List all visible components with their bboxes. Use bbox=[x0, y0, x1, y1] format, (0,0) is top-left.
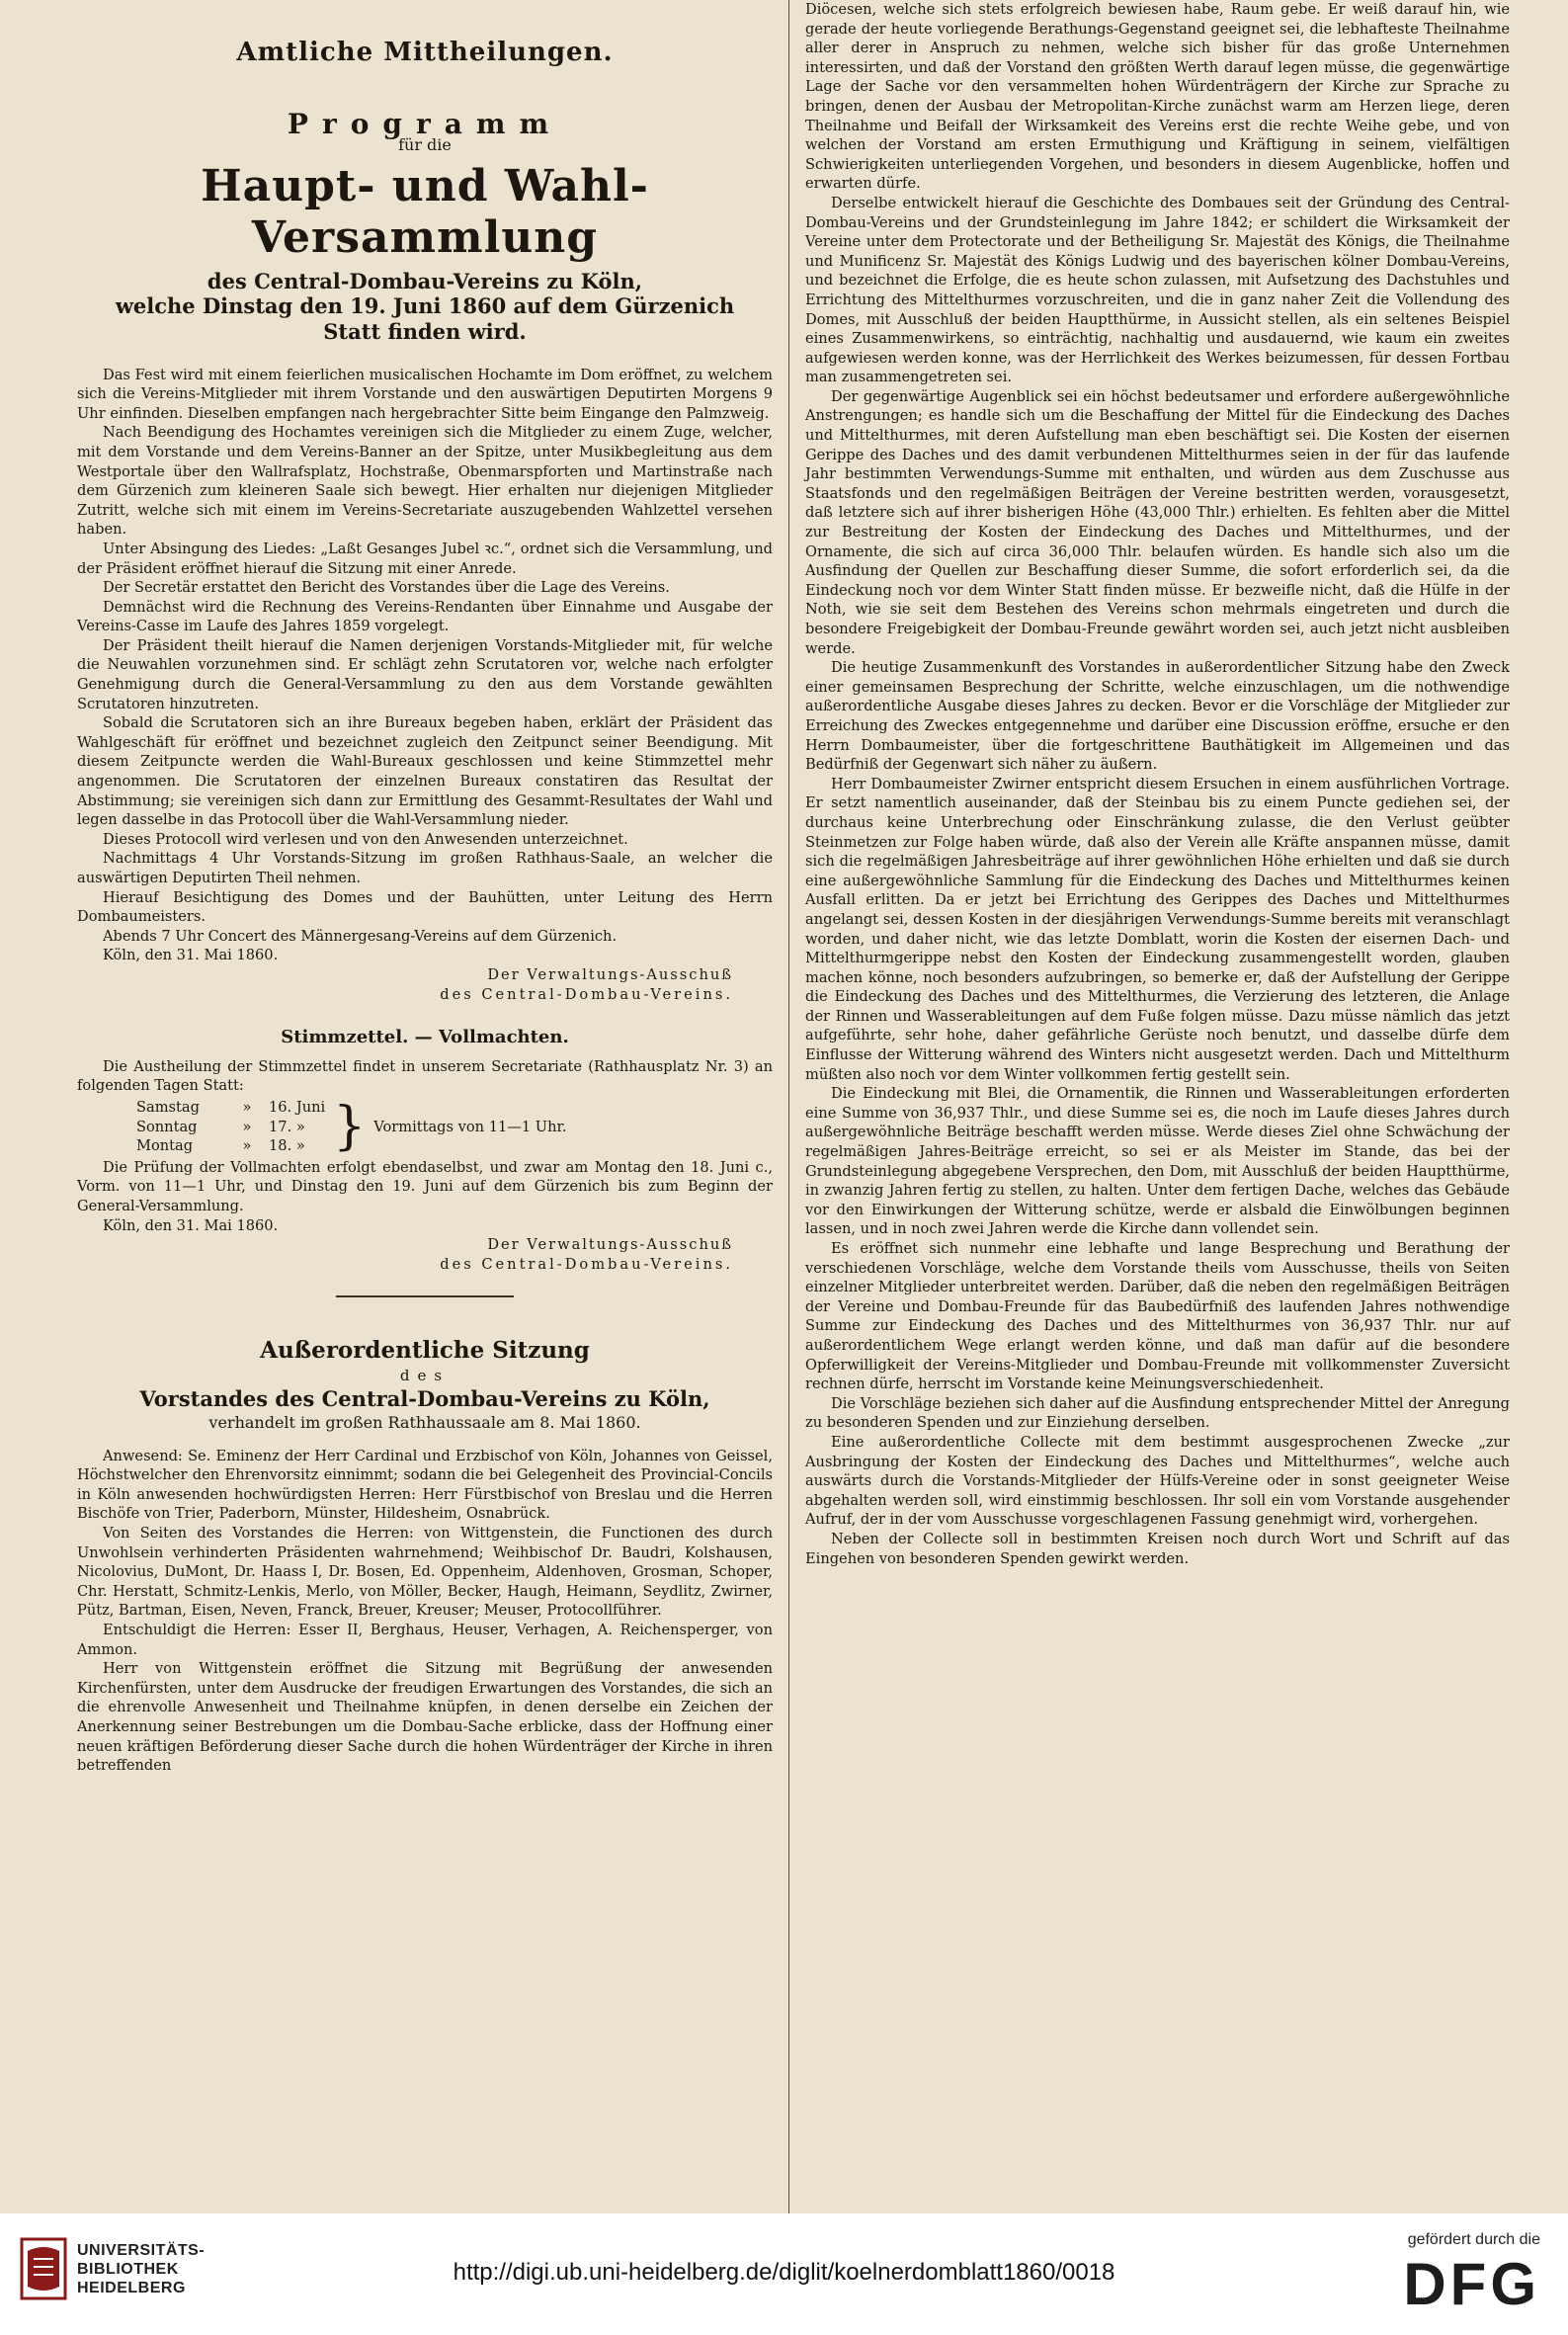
day-row: Sonntag » 17. » bbox=[136, 1118, 305, 1135]
des-word: des bbox=[399, 1366, 451, 1384]
programm-paragraph: Demnächst wird die Rechnung des Vereins-Rendanten über Einnahme und Ausgabe der Vereins-Casse im Laufe des Jahres 1859 vorgelegt. bbox=[77, 598, 773, 635]
report-paragraph: Eine außerordentliche Collecte mit dem bestimmt ausgesprochenen Zwecke „zur Ausbringung der Kosten der Eindeckung des Daches und Mittelthurmes“, welche auch auswärts durch die Vorstands-Mitglieder der Hülfs-Vereine oder in sonst geeigneter Weise abgehalten werden soll, wird einstimmig beschlossen. Ihr soll ein vom Vorstande ausgehender Aufruf, der in der vom Ausschusse vorgeschlagenen Fassung genehmigt wird, vorhergehen. bbox=[805, 1433, 1510, 1529]
viewer-footer bbox=[0, 2213, 1568, 2335]
programm-paragraph: Nach Beendigung des Hochamtes vereinigen sich die Mitglieder zu einem Zuge, welcher, mit dem Vorstande und dem Vereins-Banner an der Spitze, unter Musikbegleitung aus dem Westportale über den Wallrafsplatz, Hochstraße, Obenmarspforten und Martinstraße nach dem Gürzenich zum kleineren Saale sich bewegt. Hier erhalten nur diejenigen Mitglieder Zutritt, welche sich mit einem im Vereins-Secretariate auszugebenden Wahlzettel versehen haben. bbox=[77, 424, 773, 539]
sitzung-paragraph: Herr von Wittgenstein eröffnet die Sitzung mit Begrüßung der anwesenden Kirchenfürsten, unter dem Ausdrucke der freudigen Erwartungen des Vorstandes, die sich an die ehrenvolle Anwesenheit und Theilnahme knüpfen, in denen derselbe ein Zeichen der Anerkennung seiner Bestrebungen um die Dombau-Sache erblicke, dass der Hoffnung einer neuen kräftigen Beförderung dieser Sache durch die hohen Würdenträger der Kirche in ihren betreffenden bbox=[77, 1660, 773, 1775]
distribution-days bbox=[77, 1098, 773, 1156]
fuer-die: für die bbox=[398, 135, 452, 155]
date-line: welche Dinstag den 19. Juni 1860 auf dem Gürzenich bbox=[115, 293, 735, 319]
report-paragraph: Es eröffnet sich nunmehr eine lebhafte und lange Besprechung und Berathung der verschiedenen Vorschläge, welche dem Vorstande theils vom Ausschusse, theils von Seiten einzelner Mitglieder unterbreitet werden. Darüber, daß die neben den regelmäßigen Beiträgen der Vereine und Dombau-Freunde für das Baubedürfniß des laufenden Jahres nothwendige Summe zur Eindeckung des Daches und des Mittelthurmes von 36,937 Thlr. nur auf außerordentlichem Wege erlangt werden könne, und daß man dafür auf die besondere Opferwilligkeit der Vereins-Mitglieder und Dombau-Freunde mit vollkommenster Zuversicht rechnen dürfe, herrscht im Vorstande keine Meinungsverschiedenheit. bbox=[805, 1240, 1510, 1393]
verhandelt-line: verhandelt im großen Rathhaussaale am 8. Mai 1860. bbox=[208, 1413, 641, 1433]
sitzung-paragraph: Anwesend: Se. Eminenz der Herr Cardinal und Erzbischof von Köln, Johannes von Geissel, Höchstwelcher den Ehrenvorsitz einnimmt; sodann die bei Gelegenheit des Provincial-Concils in Köln anwesenden hochwürdigsten Herren: Herr Fürstbischof von Breslau und die Herren Bischöfe von Trier, Paderborn, Münster, Hildesheim, Osnabrück. bbox=[77, 1447, 773, 1523]
signature-line: Der Verwaltungs-Ausschuß bbox=[487, 1236, 733, 1254]
continued-paragraph: Diöcesen, welche sich stets erfolgreich bewiesen habe, Raum gebe. Er weiß darauf hin, wie gerade der heute vorliegende Berathungs-Gegenstand geeignet sei, die lebhafteste Theilnahme aller derer in Anspruch zu nehmen, welche sich bisher für das große Unternehmen interessirten, und daß der Vorstand den größten Werth darauf legen müsse, die gegenwärtige Lage der Sache vor den versammelten hohen Würdenträgern der Kirche zur Sprache zu bringen, denen der Ausbau der Metropolitan-Kirche zunächst warm am Herzen liege, deren Theilnahme und Beifall der Wirksamkeit des Vereins erst die rechte Weihe gebe, und von welchen der Vorstand am ersten Ermuthigung und Kräftigung in seinem, vielfältigen Schwierigkeiten unterliegenden Vorgehen, und besonders in diesem Augenblicke, hoffen und erwarten dürfe. bbox=[805, 1, 1510, 193]
sitzung-paragraph: Von Seiten des Vorstandes die Herren: von Wittgenstein, die Functionen des durch Unwohlsein verhinderten Präsidenten wahrnehmend; Weihbischof Dr. Baudri, Kolshausen, Nicolovius, DuMont, Dr. Haass I, Dr. Bosen, Ed. Oppenheim, Aldenhoven, Grosman, Schoper, Chr. Herstatt, Schmitz-Lenkis, Merlo, von Möller, Becker, Haugh, Heimann, Seydlitz, Zwirner, Pütz, Bartman, Eisen, Neven, Franck, Breuer, Kreuser; Meuser, Protocollführer. bbox=[77, 1525, 773, 1620]
programm-paragraph: Nachmittags 4 Uhr Vorstands-Sitzung im großen Rathhaus-Saale, an welcher die auswärtigen Deputirten Theil nehmen. bbox=[77, 850, 773, 886]
dfg-logo[interactable] bbox=[1403, 2231, 1540, 2317]
section-title: Amtliche Mittheilungen. bbox=[236, 38, 614, 67]
permalink-url[interactable]: http://digi.ub.uni-heidelberg.de/diglit/koelnerdomblatt1860/0018 bbox=[453, 2259, 1115, 2286]
programm-paragraph: Abends 7 Uhr Concert des Männergesang-Vereins auf dem Gürzenich. bbox=[103, 927, 618, 945]
programm-paragraph: Der Secretär erstattet den Bericht des Vorstandes über die Lage des Vereins. bbox=[103, 579, 670, 597]
vorstand-heading: Vorstandes des Central-Dombau-Vereins zu Köln, bbox=[139, 1386, 710, 1412]
funded-by-label: gefördert durch die bbox=[1407, 2231, 1540, 2248]
report-paragraph: Die Eindeckung mit Blei, die Ornamentik, die Rinnen und Wasserableitungen erforderten eine Summe von 36,937 Thlr., und diese Summe sei es, die noch im Laufe dieses Jahres durch außergewöhnliche Beiträge beschafft werden müsse. Werde dieses Ziel ohne Schwächung der regelmäßigen Jahres-Beiträge erreicht, so sei er als Meister im Stande, das bei der Grundsteinlegung abgegebene Versprechen, den Dom, mit Ausschluß der beiden Hauptthürme, in zwanzig Jahren fertig zu stellen, zu halten. Unter dem fertigen Dache, welches das Gebäude vor den Einwirkungen der Witterung schütze, werde er alsbald die Einwölbungen beginnen lassen, und in noch zwei Jahren werde die Kirche dann vollendet sein. bbox=[805, 1085, 1510, 1238]
day-row: Samstag » 16. Juni bbox=[136, 1098, 326, 1116]
stimmzettel-intro: Die Austheilung der Stimmzettel findet in unserem Secretariate (Rathhausplatz Nr. 3) an folgenden Tagen Statt: bbox=[77, 1057, 773, 1095]
left-column bbox=[38, 0, 788, 2213]
statt-line: Statt finden wird. bbox=[323, 318, 527, 344]
programm-paragraph: Der Präsident theilt hierauf die Namen derjenigen Vorstands-Mitglieder mit, für welche die Neuwahlen vorzunehmen sind. Er schlägt zehn Scrutatoren vor, welche nach erfolgter Genehmigung durch die General-Versammlung zu den aus dem Vorstande gewählten Scrutatoren hinzutreten. bbox=[77, 636, 773, 712]
date-cologne: Köln, den 31. Mai 1860. bbox=[103, 947, 279, 964]
divider bbox=[336, 1295, 514, 1297]
report-paragraph: Neben der Collecte soll in bestimmten Kreisen noch durch Wort und Schrift auf das Eingehen von besonderen Spenden gewirkt werden. bbox=[805, 1530, 1510, 1567]
university-name: UNIVERSITÄTS- BIBLIOTHEK HEIDELBERG bbox=[77, 2241, 206, 2296]
programm-paragraph: Hierauf Besichtigung des Domes und der Bauhütten, unter Leitung des Herrn Dombaumeisters. bbox=[77, 888, 773, 926]
day-row: Montag » 18. » bbox=[136, 1137, 305, 1155]
vollmacht-paragraph: Die Prüfung der Vollmachten erfolgt ebendaselbst, und zwar am Montag den 18. Juni c., Vorm. von 11—1 Uhr, und Dinstag den 19. Juni auf dem Gürzenich bis zum Beginn der General-Versammlung. bbox=[77, 1158, 773, 1214]
signature-line: des Central-Dombau-Vereins. bbox=[440, 985, 733, 1003]
main-title: Haupt- und Wahl-Versammlung bbox=[201, 160, 649, 263]
programm-paragraph: Das Fest wird mit einem feierlichen musicalischen Hochamte im Dom eröffnet, zu welchem sich die Vereins-Mitglieder mit ihrem Vorstande und den auswärtigen Deputirten Morgens 9 Uhr einfinden. Dieselben empfangen nach hergebrachter Sitte beim Eingange den Palmzweig. bbox=[77, 366, 773, 422]
dfg-wordmark: DFG bbox=[1403, 2251, 1540, 2317]
signature-line: Der Verwaltungs-Ausschuß bbox=[487, 965, 733, 983]
report-paragraph: Die Vorschläge beziehen sich daher auf die Ausfindung entsprechender Mittel der Anregung zu besonderen Spenden und zur Einziehung derselben. bbox=[805, 1394, 1510, 1432]
sitzung-paragraph: Entschuldigt die Herren: Esser II, Berghaus, Heuser, Verhagen, A. Reichensperger, von Ammon. bbox=[77, 1622, 773, 1658]
date-cologne: Köln, den 31. Mai 1860. bbox=[103, 1216, 279, 1234]
sitzung-heading: Außerordentliche Sitzung bbox=[260, 1337, 590, 1365]
signature-line: des Central-Dombau-Vereins. bbox=[440, 1255, 733, 1273]
brace-symbol: } bbox=[333, 1097, 367, 1157]
programm-paragraph: Dieses Protocoll wird verlesen und von den Anwesenden unterzeichnet. bbox=[103, 830, 628, 848]
time-window: Vormittags von 11—1 Uhr. bbox=[373, 1118, 567, 1135]
report-paragraph: Derselbe entwickelt hierauf die Geschichte des Dombaues seit der Gründung des Central-Dombau-Vereins und der Grundsteinlegung im Jahre 1842; er schildert die Wirksamkeit der Vereine unter dem Protectorate und der Betheiligung Sr. Majestät des Königs, die Theilnahme und Munificenz Sr. Majestät des Königs Ludwig und des bayerischen kölner Dombau-Vereins, und bezeichnet die Erfolge, die es heute schon zulassen, mit Aufsetzung des Dachstuhles und Errichtung des Mittelthurmes vorzuschreiten, und die in ganz naher Zeit die Vollendung des Domes, mit Ausschluß der beiden Hauptthürme, in Aussicht stellen, als ein seltenes Beispiel eines Zusammenwirkens, so einträchtig, nachhaltig und ausdauernd, wie kaum ein zweites aufgewiesen werden konne, was der Herrlichkeit des Werkes beizumessen, für dessen Fortbau man zusammengetreten sei. bbox=[805, 194, 1510, 386]
report-paragraph: Der gegenwärtige Augenblick sei ein höchst bedeutsamer und erfordere außergewöhnliche Anstrengungen; es handle sich um die Beschaffung der Mittel für die Eindeckung des Daches und Mittelthurmes, mit deren Aufstellung man eben beschäftigt sei. Die Kosten der eisernen Gerippe des Daches und des damit verbundenen Mittelthurmes seien in der für das laufende Jahr bestimmten Verwendungs-Summe mit enthalten, und würden aus dem Zuschusse aus Staatsfonds und den regelmäßigen Beiträgen der Vereine bestritten werden, vorausgesetzt, daß letztere sich auf ihrer bisherigen Höhe (43,000 Thlr.) erhielten. Es fehlten aber die Mittel zur Bestreitung der Kosten der Eindeckung des Daches und Mittelthurmes, und der Ornamente, die sich auf circa 36,000 Thlr. belaufen würden. Es handle sich also um die Ausfindung der Quellen zur Beschaffung dieser Summe, die sofort erforderlich sei, da die Eindeckung noch vor dem Winter Statt finden müsse. Er bezweifle nicht, daß die Hülfe in der Noth, wie sie seit dem Bestehen des Vereins schon mehrmals eingetreten und durch die besondere Freigebigkeit der Dombau-Freunde gewährt worden sei, auch jetzt nicht ausbleiben werde. bbox=[805, 387, 1510, 657]
programm-paragraph: Unter Absingung des Liedes: „Laßt Gesanges Jubel ꝛc.“, ordnet sich die Versammlung, und der Präsident eröffnet hierauf die Sitzung mit einer Anrede. bbox=[77, 540, 773, 577]
programm-word: Programm bbox=[287, 107, 563, 140]
right-column bbox=[788, 0, 1539, 2213]
report-paragraph: Herr Dombaumeister Zwirner entspricht diesem Ersuchen in einem ausführlichen Vortrage. Er setzt namentlich auseinander, daß der Steinbau bis zu einem Puncte gediehen sei, der durchaus keine Unterbrechung oder Einschränkung zulasse, die den Verlust geübter Steinmetzen zur Folge haben würde, daß also der Verein alle Kräfte anspannen müsse, damit sich die regelmäßigen Jahresbeiträge auf ihrer gewöhnlichen Höhe erhielten und daß sie durch eine außergewöhnliche Sammlung für die Eindeckung des Daches und Mittelthurmes keinen Ausfall erlitten. Da er jetzt bei Errichtung des Gerippes des Daches und Mittelthurmes angelangt sei, dessen Kosten in der diesjährigen Verwendungs-Summe bereits mit veranschlagt worden, und daher nicht, wie das letzte Domblatt, worin die Kosten der eisernen Dach- und Mittelthurmgerippe nebst den Kosten der Eindeckung zusammengestellt worden, glauben machen könne, noch besonders aufzubringen, so bemerke er, daß der Aufstellung der Gerippe die Eindeckung des Daches und des Mittelthurmes, die Verzierung des letzteren, die Anlage der Rinnen und Wasserableitungen auf dem Fuße folgen müsse. Dazu müsse nämlich das jetzt aufgeführte, sehr hohe, daher gefährliche Gerüste noch benutzt, und dasselbe dürfe dem Einflusse der Witterung während des Winters nicht ausgesetzt werden. Dach und Mittelthurm müßten also noch vor dem Winter vollkommen fertig gestellt sein. bbox=[805, 775, 1510, 1083]
report-paragraph: Die heutige Zusammenkunft des Vorstandes in außerordentlicher Sitzung habe den Zweck einer gemeinsamen Besprechung der Schritte, welche einzuschlagen, um die nothwendige außerordentliche Ausgabe dieses Jahres zu decken. Bevor er die Vorschläge der Mitglieder zur Erreichung des Zweckes entgegennehme und darüber eine Discussion eröffne, ersuche er den Herrn Dombaumeister, über die fortgeschrittene Bauthätigkeit im Allgemeinen und das Bedürfniß der Gegenwart sich näher zu äußern. bbox=[805, 659, 1510, 774]
programm-paragraph: Sobald die Scrutatoren sich an ihre Bureaux begeben haben, erklärt der Präsident das Wahlgeschäft für eröffnet und bezeichnet zugleich den Zeitpunct seiner Beendigung. Mit diesem Zeitpuncte werden die Wahl-Bureaux geschlossen und keine Stimmzettel mehr angenommen. Die Scrutatoren der einzelnen Bureaux constatiren das Resultat der Abstimmung; sie vereinigen sich dann zur Ermittlung des Gesammt-Resultates der Wahl und legen dasselbe in das Protocoll über die Wahl-Versammlung nieder. bbox=[77, 714, 773, 829]
verein-line: des Central-Dombau-Vereins zu Köln, bbox=[206, 268, 643, 293]
stimmzettel-heading: Stimmzettel. — Vollmachten. bbox=[281, 1027, 569, 1048]
